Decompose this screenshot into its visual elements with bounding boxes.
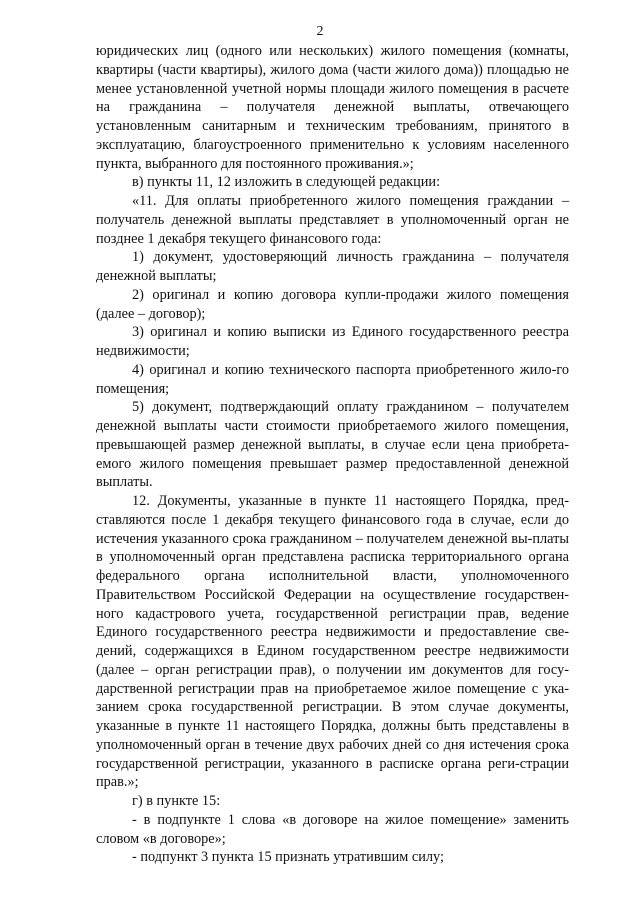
paragraph-amendment-v: в) пункты 11, 12 изложить в следующей редакции: <box>132 174 441 191</box>
paragraph-subitem-1: 1) документ, удостоверяющий личность гражданина – получателя денежной выплаты; <box>96 249 569 284</box>
paragraph-item-11: «11. Для оплаты приобретенного жилого помещения граждании – получатель денежной выплаты представляет в уполномоченный орган не позднее 1 декабря текущего финансового года: <box>96 193 569 247</box>
page-number: 2 <box>316 24 324 39</box>
paragraph-subitem-4: 4) оригинал и копию технического паспорта приобретенного жило-го помещения; <box>96 361 569 397</box>
paragraph-dash-1: - в подпункте 1 слова «в договоре на жилое помещение» заменить словом «в договоре»; <box>96 811 569 847</box>
document-body <box>96 42 569 867</box>
paragraph-continuation: юридических лиц (одного или нескольких) жилого помещения (комнаты, квартиры (части квартиры), жилого дома (части жилого дома)) площадью не менее установленной учетной нормы площади жилого помещения в расчете на гражданина – получателя денежной выплаты, отвечающего установленным санитарным и техническим требованиям, принятого в эксплуатацию, благоустроенного применительно к условиям населенного пункта, выбранного для постоянного проживания.»; <box>96 43 569 172</box>
paragraph-item-12: 12. Документы, указанные в пункте 11 настоящего Порядка, пред-ставляются после 1 декабря текущего финансового года в случае, если до истечения указанного срока гражданином – получателем денежной вы-платы в уполномоченный орган представлена расписка территориального органа федерального органа исполнительной власти, уполномоченного Правительством Российской Федерации на осуществление государствен-ного кадастрового учета, государственной регистрации прав, ведение Единого государственного реестра недвижимости и предоставление све-дений, содержащихся в Едином государственном реестре недвижимости (далее – орган регистрации прав), о получении им документов для госу-дарственной регистрации прав на приобретаемое жилое помещение с ука-занием срока государственной регистрации. В этом случае документы, указанные в пункте 11 настоящего Порядка, должны быть представлены в уполномоченный орган в течение двух рабочих дней со дня истечения срока государственной регистрации, указанного в расписке органа реги-страции прав.»; <box>96 493 569 791</box>
paragraph-subitem-5: 5) документ, подтверждающий оплату гражданином – получателем денежной выплаты части стоимости приобретаемого жилого помещения, превышающей размер денежной выплаты, в случае если цена приобрета-емого жилого помещения превышает размер предоставленной денежной выплаты. <box>96 399 569 491</box>
paragraph-amendment-g: г) в пункте 15: <box>132 793 221 809</box>
paragraph-subitem-2: 2) оригинал и копию договора купли-продажи жилого помещения (далее – договор); <box>96 286 569 322</box>
paragraph-subitem-3: 3) оригинал и копию выписки из Единого государственного реестра недвижимости; <box>96 324 569 359</box>
paragraph-dash-2: - подпункт 3 пункта 15 признать утратившим силу; <box>132 849 444 866</box>
